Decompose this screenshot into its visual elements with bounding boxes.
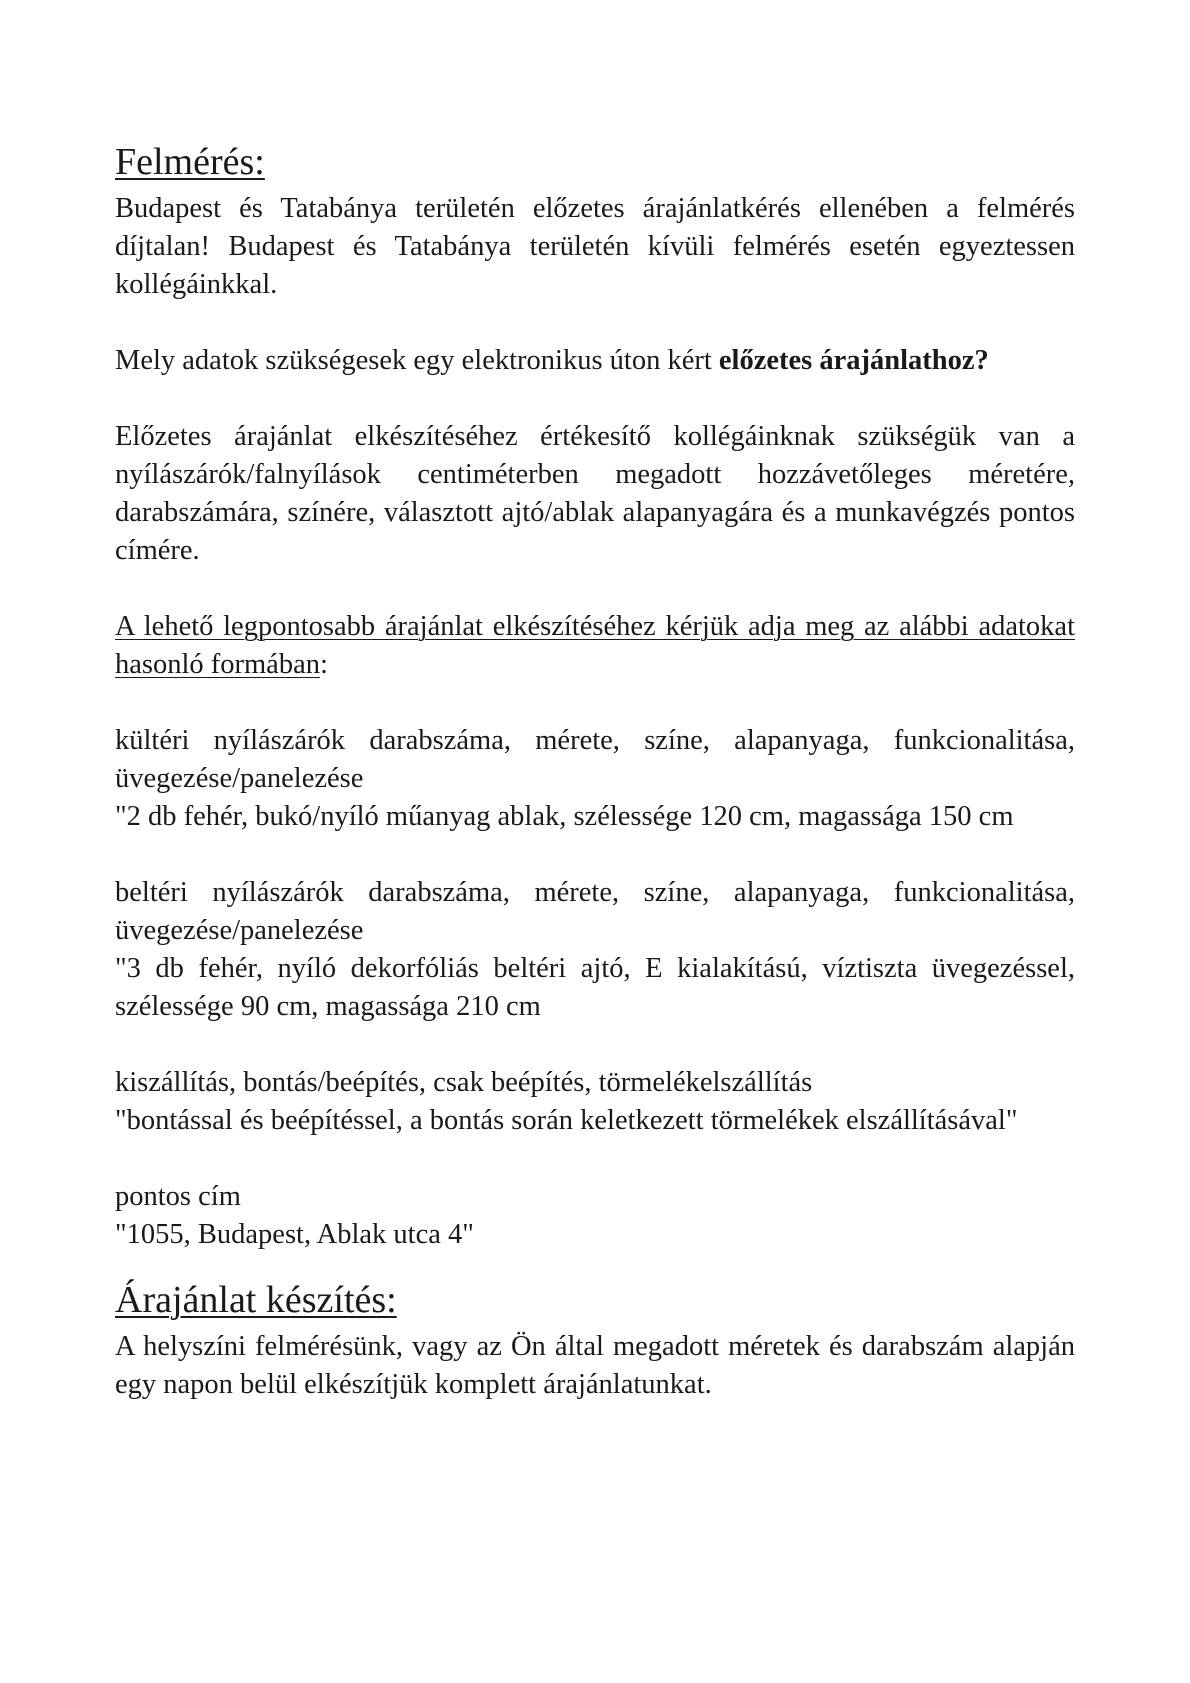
address-label: pontos cím xyxy=(115,1181,241,1212)
section-title-felmeres: Felmérés: xyxy=(115,141,265,183)
question-bold-text: előzetes árajánlathoz? xyxy=(718,345,989,376)
question-text: Mely adatok szükségesek egy elektronikus úton kért xyxy=(115,345,719,376)
quote-paragraph: A helyszíni felmérésünk, vagy az Ön által megadott méretek és darabszám alapján egy napon belül elkészítjük komplett árajánlatunkat. xyxy=(115,1331,1075,1400)
document-page xyxy=(115,140,1075,1404)
request-paragraph xyxy=(115,608,1075,684)
outdoor-example: "2 db fehér, bukó/nyíló műanyag ablak, szélessége 120 cm, magassága 150 cm xyxy=(115,801,1014,832)
question-paragraph xyxy=(115,342,1075,380)
indoor-example: "3 db fehér, nyíló dekorfóliás beltéri ajtó, E kialakítású, víztiszta üvegezéssel, szélessége 90 cm, magassága 210 cm xyxy=(115,953,1075,1022)
section-title-arajanlat: Árajánlat készítés: xyxy=(115,1279,397,1321)
request-underlined-text: A lehető legpontosabb árajánlat elkészítéséhez kérjük adja meg az alábbi adatokat hasonló formában xyxy=(115,611,1075,680)
indoor-label: beltéri nyílászárók darabszáma, mérete, színe, alapanyaga, funkcionalitása, üvegezése/panelezése xyxy=(115,877,1075,946)
outdoor-label: kültéri nyílászárók darabszáma, mérete, színe, alapanyaga, funkcionalitása, üvegezése/panelezése xyxy=(115,725,1075,794)
explanation-paragraph: Előzetes árajánlat elkészítéséhez értékesítő kollégáinknak szükségük van a nyílászárók/falnyílások centiméterben megadott hozzávetőleges méretére, darabszámára, színére, választott ajtó/ablak alapanyagára és a munkavégzés pontos címére. xyxy=(115,421,1075,566)
address-example: "1055, Budapest, Ablak utca 4" xyxy=(115,1219,474,1250)
request-suffix: : xyxy=(319,649,328,680)
delivery-label: kiszállítás, bontás/beépítés, csak beépítés, törmelékelszállítás xyxy=(115,1067,813,1098)
delivery-example: "bontással és beépítéssel, a bontás során keletkezett törmelékek elszállításával" xyxy=(115,1105,1018,1136)
survey-intro-paragraph: Budapest és Tatabánya területén előzetes árajánlatkérés ellenében a felmérés díjtalan! Budapest és Tatabánya területén kívüli felmérés esetén egyeztessen kollégáinkkal. xyxy=(115,193,1075,300)
